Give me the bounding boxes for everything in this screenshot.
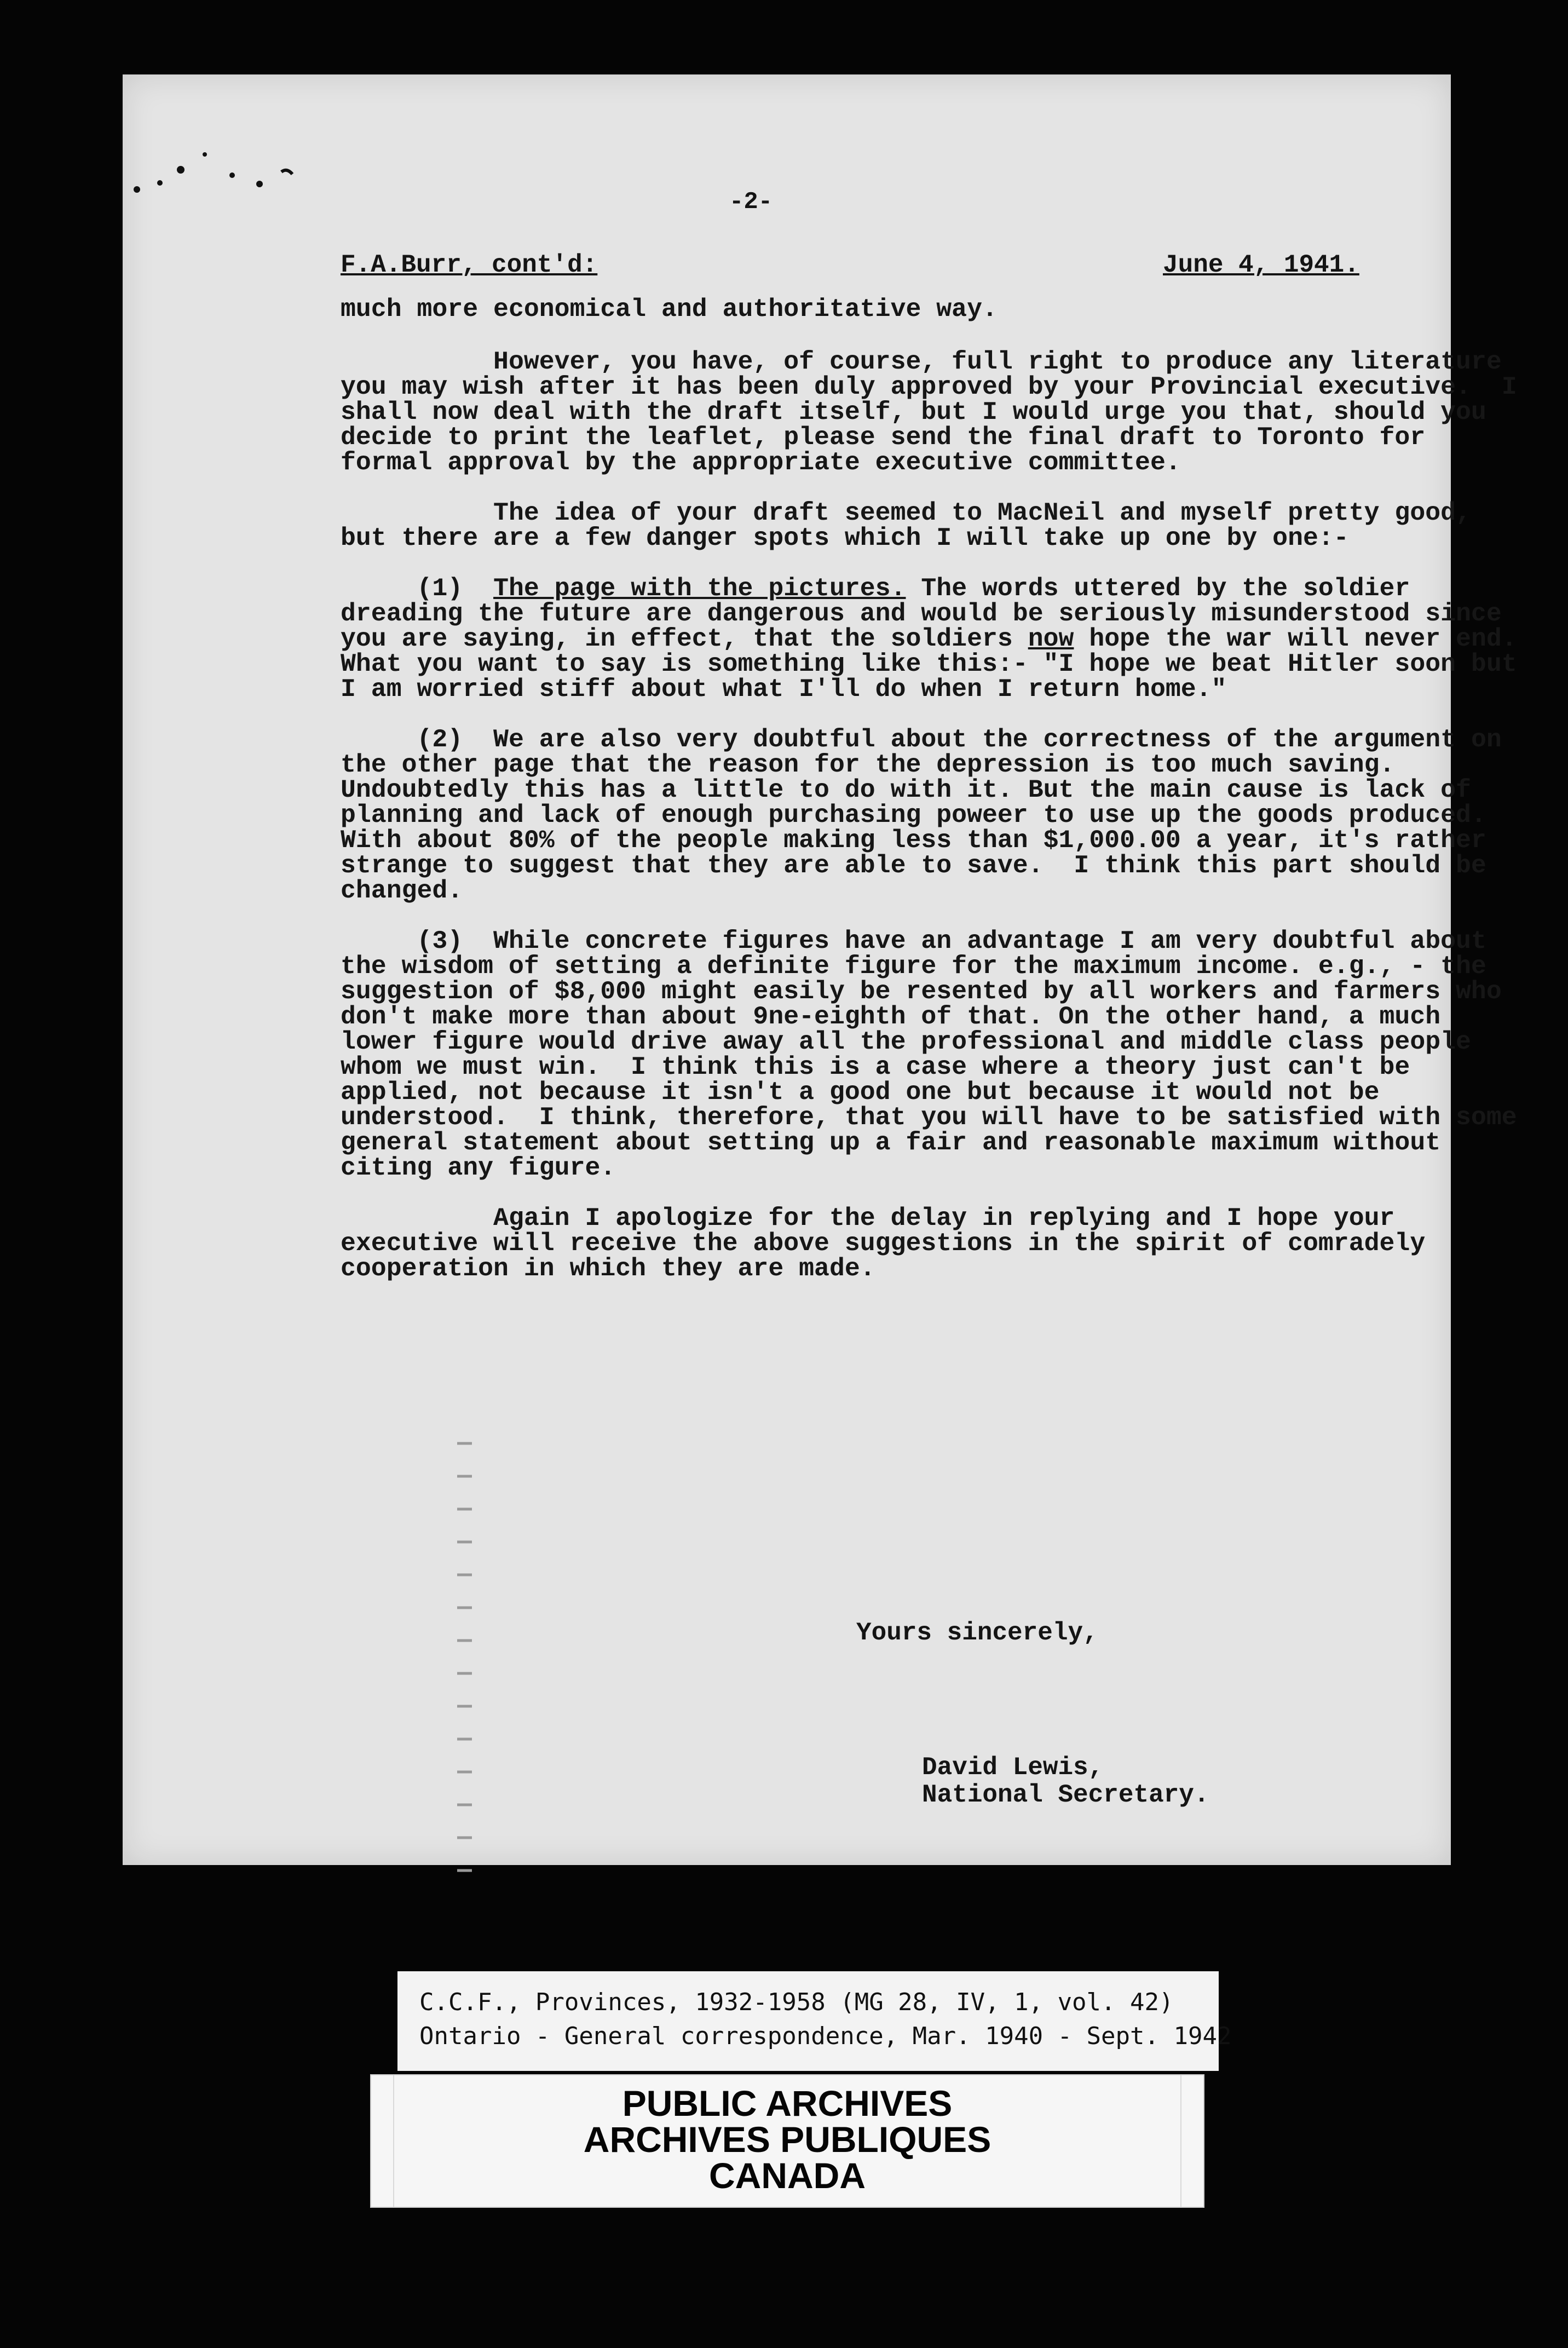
paragraph-point-1: [341, 574, 1548, 704]
paragraph-apology: Again I apologize for the delay in replying and I hope your executive will receive the above suggestions in the spirit of comradely cooperation in which they are made.: [341, 1204, 1441, 1283]
recipient-line: F.A.Burr, cont'd:: [341, 251, 598, 279]
paragraph-idea: The idea of your draft seemed to MacNeil and myself pretty good, but there are a few danger spots which I will take up one by one:-: [341, 498, 1486, 553]
archives-line-en: PUBLIC ARCHIVES: [622, 2083, 953, 2123]
archive-reference-card: [397, 1971, 1232, 2071]
public-archives-label: [370, 2074, 1204, 2208]
point-heading: The page with the pictures.: [493, 574, 906, 603]
signer-name: David Lewis,: [922, 1753, 1104, 1782]
series-line: Ontario - General correspondence, Mar. 1940 - Sept. 1942: [419, 2022, 1232, 2050]
label-seam: [1180, 2075, 1181, 2207]
archives-line-fr: ARCHIVES PUBLIQUES: [583, 2119, 991, 2160]
paragraph-point-3: (3) While concrete figures have an advantage I am very doubtful about the wisdom of setting a definite figure for the maximum income. e.g., - the suggestion of $8,000 might easily be resented by all workers and farmers who don't make more than about 9ne-eighth of that. On the other hand, a much lower figure would drive away all the professional and middle class people whom we must win. I think this is a case where a theory just can't be applied, not because it isn't a good one but because it would not be understood. I think, therefore, that you will have to be satisfied with some general statement about setting up a fair and reasonable maximum without citing any figure.: [341, 926, 1532, 1182]
bleed-through-marks: [454, 1432, 476, 1881]
paragraph-point-2: (2) We are also very doubtful about the correctness of the argument on the other page that the reason for the depression is too much saving. Undoubtedly this has a little to do with it. But the main cause is lack of planning and lack of enough purchasing poweer to use up the goods produced. With about 80% of the people making less than $1,000.00 a year, it's rather strange to suggest that they are able to save. I think this part should be changed.: [341, 725, 1517, 905]
point-number: (1): [341, 574, 494, 603]
letter-body: [341, 295, 1548, 1307]
underlined-word: now: [1028, 624, 1074, 653]
point-text: The words uttered by the soldier dreading the future are dangerous and would be seriously misunderstood since you are saying, in effect, that the soldiers: [341, 574, 1517, 653]
paragraph-continuation: much more economical and authoritative way.: [341, 295, 998, 324]
collection-line: C.C.F., Provinces, 1932-1958 (MG 28, IV, 1, vol. 42): [419, 1988, 1174, 2016]
point-text-continued: hope the war will never end. What you want to say is something like this:- "I hope we beat Hitler soon but I am worried stiff about what I'll do when I return home.": [341, 624, 1548, 704]
ink-specks: [128, 107, 413, 239]
archives-line-country: CANADA: [709, 2155, 866, 2196]
closing: Yours sincerely,: [856, 1619, 1098, 1647]
page-number: -2-: [729, 188, 773, 216]
paragraph-however: However, you have, of course, full right to produce any literature you may wish after it has been duly approved by your Provincial executive. I shall now deal with the draft itself, but I would urge you that, should you decide to print the leaflet, please send the final draft to Toronto for formal approval by the appropriate executive committee.: [341, 347, 1532, 477]
signer-title: National Secretary.: [922, 1781, 1209, 1809]
letter-page: [123, 74, 1548, 1865]
letter-date: June 4, 1941.: [1163, 251, 1359, 279]
label-seam: [393, 2075, 394, 2207]
